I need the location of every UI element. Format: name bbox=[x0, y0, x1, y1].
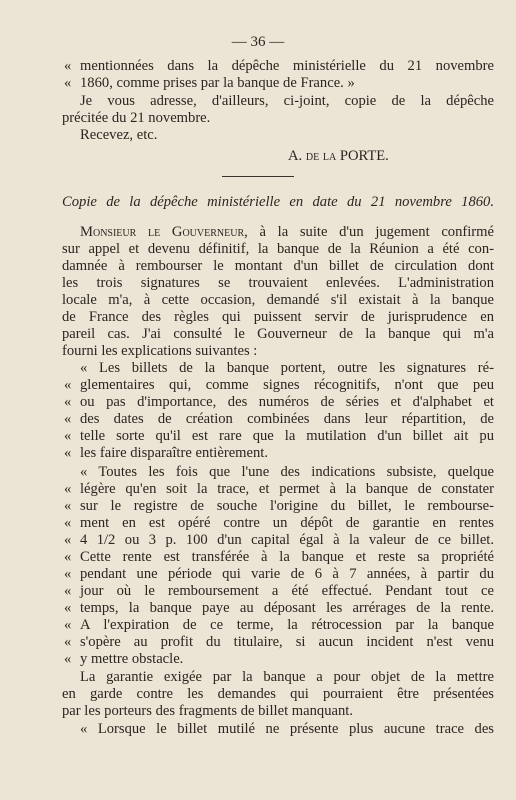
text-line: « Lorsque le billet mutilé ne présente plus aucune trace des bbox=[80, 721, 494, 737]
text-line: « glementaires qui, comme signes récognitifs, n'ont que peu bbox=[64, 377, 494, 393]
quote-mark: « bbox=[64, 377, 72, 393]
text-line: « pendant une période qui varie de 6 à 7 années, à partir du bbox=[64, 566, 494, 582]
text-line: damnée à rembourser le montant d'un billet de circulation dont bbox=[62, 258, 494, 274]
section-heading: Copie de la dépêche ministérielle en date du 21 novembre 1860. bbox=[62, 194, 494, 210]
text-line: « jour où le remboursement a été effectué. Pendant tout ce bbox=[64, 583, 494, 599]
quote-mark: « bbox=[64, 549, 72, 565]
text-line: « 1860, comme prises par la banque de France. » bbox=[64, 75, 355, 91]
quote-mark: « bbox=[64, 445, 72, 461]
text-line: La garantie exigée par la banque a pour objet de la mettre bbox=[80, 669, 494, 685]
text-line: sur appel et devenu définitif, la banque de la Réunion a été con- bbox=[62, 241, 494, 257]
text-line: « 4 1/2 ou 3 p. 100 d'un capital égal à la valeur de ce billet. bbox=[64, 532, 494, 548]
text-line: « ment en est opéré contre un dépôt de garantie en rentes bbox=[64, 515, 494, 531]
text-line: « temps, la banque paye au déposant les arrérages de la rente. bbox=[64, 600, 494, 616]
quote-mark: « bbox=[64, 411, 72, 427]
text-line: « Toutes les fois que l'une des indications subsiste, quelque bbox=[80, 464, 494, 480]
text-line: « s'opère au profit du titulaire, si aucun incident n'est venu bbox=[64, 634, 494, 650]
text-line: par les porteurs des fragments de billet manquant. bbox=[62, 703, 353, 719]
separator-rule bbox=[222, 176, 294, 177]
quote-mark: « bbox=[64, 428, 72, 444]
quote-mark: « bbox=[64, 481, 72, 497]
text-line: « telle sorte qu'il est rare que la mutilation d'un billet ait pu bbox=[64, 428, 494, 444]
quote-mark: « bbox=[64, 58, 72, 74]
text-line: fourni les explications suivantes : bbox=[62, 343, 258, 359]
text-line: « mentionnées dans la dépêche ministérielle du 21 novembre bbox=[64, 58, 494, 74]
text-line: « ou pas d'importance, des numéros de séries et d'alphabet et bbox=[64, 394, 494, 410]
closing-line: Recevez, etc. bbox=[80, 127, 158, 143]
text-line: Je vous adresse, d'ailleurs, ci-joint, copie de la dépêche bbox=[80, 93, 494, 109]
text-line: locale m'a, à cette occasion, demandé s'il existait à la banque bbox=[62, 292, 494, 308]
quote-mark: « bbox=[64, 651, 72, 667]
text-line: « des dates de création combinées dans leur répartition, de bbox=[64, 411, 494, 427]
quote-mark: « bbox=[80, 721, 88, 737]
quote-mark: « bbox=[64, 75, 72, 91]
quote-mark: « bbox=[64, 617, 72, 633]
quote-mark: « bbox=[64, 498, 72, 514]
text-line: « A l'expiration de ce terme, la rétrocession par la banque bbox=[64, 617, 494, 633]
text-line: « Cette rente est transférée à la banque et reste sa propriété bbox=[64, 549, 494, 565]
quote-mark: « bbox=[64, 532, 72, 548]
text-line: « sur le registre de souche l'origine du billet, le rembourse- bbox=[64, 498, 494, 514]
signature: A. de la PORTE. bbox=[288, 148, 389, 164]
quote-mark: « bbox=[64, 394, 72, 410]
quote-mark: « bbox=[64, 566, 72, 582]
text-line: « les faire disparaître entièrement. bbox=[64, 445, 269, 461]
quote-mark: « bbox=[64, 600, 72, 616]
text-line: en garde contre les demandes qui pourraient être présentées bbox=[62, 686, 494, 702]
text-line: les trois signatures se trouvaient enlevées. L'administration bbox=[62, 275, 494, 291]
quote-mark: « bbox=[64, 583, 72, 599]
text-line: précitée du 21 novembre. bbox=[62, 110, 211, 126]
text-line: « légère qu'en soit la trace, et permet à la banque de constater bbox=[64, 481, 494, 497]
text-line: « Les billets de la banque portent, outre les signatures ré- bbox=[80, 360, 494, 376]
quote-mark: « bbox=[64, 634, 72, 650]
text-line: Monsieur le Gouverneur, à la suite d'un jugement confirmé bbox=[80, 224, 494, 240]
text-line: de France des règles qui puissent servir de jurisprudence en bbox=[62, 309, 494, 325]
page-number: — 36 — bbox=[231, 34, 285, 50]
text-line: « y mettre obstacle. bbox=[64, 651, 184, 667]
text-line: pareil cas. J'ai consulté le Gouverneur de la banque qui m'a bbox=[62, 326, 494, 342]
quote-mark: « bbox=[64, 515, 72, 531]
